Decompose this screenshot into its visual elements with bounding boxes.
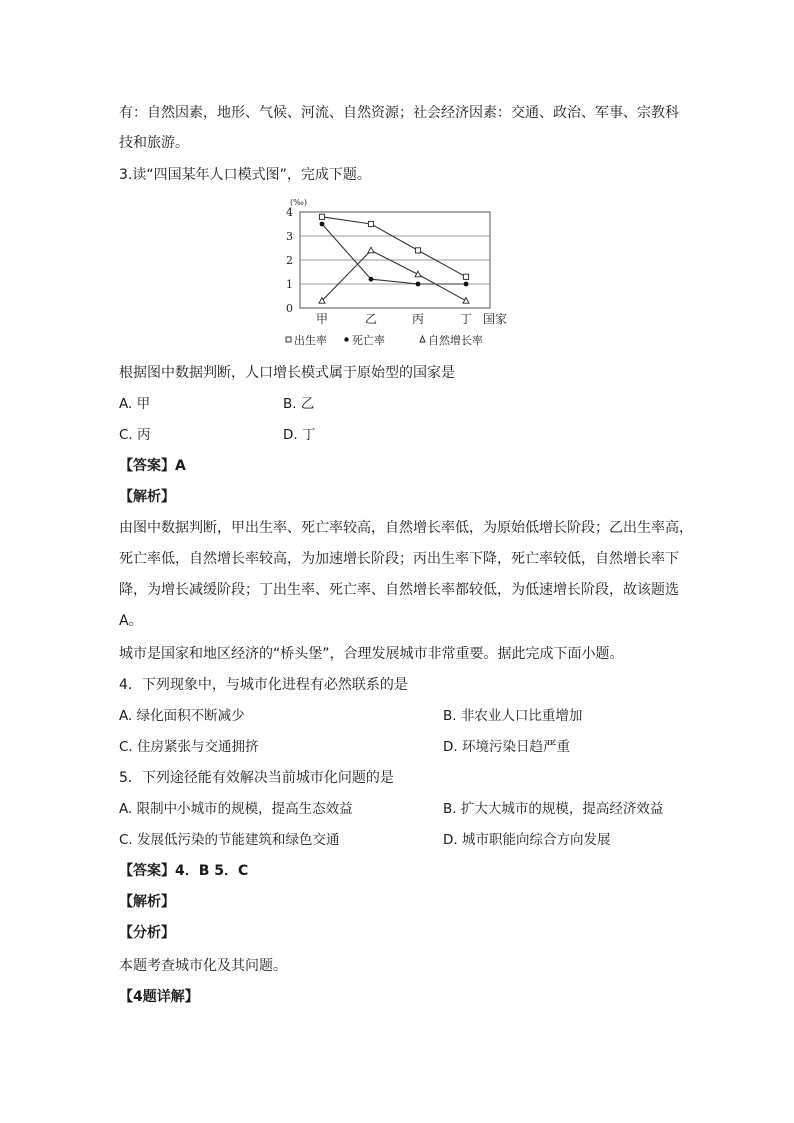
q3-explanation-line: A。 — [119, 613, 143, 629]
legend-marker — [420, 336, 425, 342]
q3-option-a: A. 甲 — [119, 396, 151, 412]
q45-analysis-heading: 【解析】 — [119, 894, 175, 910]
question-3-title: 3.读“四国某年人口模式图”，完成下题。 — [119, 167, 371, 183]
population-model-chart — [282, 196, 512, 356]
question-3-stem: 根据图中数据判断，人口增长模式属于原始型的国家是 — [119, 365, 455, 381]
q5-option-a: A. 限制中小城市的规模，提高生态效益 — [119, 801, 353, 817]
q3-answer: 【答案】A — [119, 458, 186, 474]
y-tick-label: 1 — [286, 278, 293, 291]
legend-marker — [344, 337, 348, 341]
q4-option-c: C. 住房紧张与交通拥挤 — [119, 739, 259, 755]
birth-rate-point — [463, 274, 468, 279]
y-axis-unit: (‰) — [290, 198, 307, 207]
q3-analysis-heading: 【解析】 — [119, 489, 175, 505]
q45-breakdown-heading: 【分析】 — [119, 925, 175, 941]
q45-answer: 【答案】4．B 5．C — [119, 863, 249, 879]
text-line: 技和旅游。 — [119, 135, 189, 151]
birth-rate-point — [319, 214, 324, 219]
q4-option-d: D. 环境污染日趋严重 — [443, 739, 570, 755]
series-line — [322, 250, 466, 300]
q3-option-b: B. 乙 — [283, 396, 315, 412]
death-rate-point — [369, 277, 374, 282]
q3-explanation-line: 由图中数据判断，甲出生率、死亡率较高，自然增长率低，为原始低增长阶段；乙出生率高， — [119, 520, 693, 536]
q3-option-d: D. 丁 — [283, 427, 316, 443]
x-tick-label: 丁 — [459, 312, 473, 326]
series-line — [322, 224, 466, 284]
death-rate-point — [464, 282, 469, 287]
q45-topic: 本题考查城市化及其问题。 — [119, 958, 287, 974]
legend-label: 死亡率 — [352, 334, 385, 347]
q3-option-c: C. 丙 — [119, 427, 151, 443]
q5-option-c: C. 发展低污染的节能建筑和绿色交通 — [119, 832, 340, 848]
series-line — [322, 217, 466, 277]
birth-rate-point — [368, 221, 373, 226]
y-tick-label: 0 — [286, 302, 293, 315]
x-tick-label: 乙 — [364, 312, 378, 326]
death-rate-point — [320, 222, 325, 227]
legend-marker — [286, 337, 291, 342]
q4-option-a: A. 绿化面积不断减少 — [119, 708, 245, 724]
q3-explanation-line: 降，为增长减缓阶段；丁出生率、死亡率、自然增长率都较低，为低速增长阶段，故该题选 — [119, 582, 679, 598]
q4-option-b: B. 非农业人口比重增加 — [443, 708, 583, 724]
legend-label: 自然增长率 — [428, 334, 483, 347]
natural-growth-point — [415, 271, 421, 277]
q5-option-d: D. 城市职能向综合方向发展 — [443, 832, 611, 848]
x-axis-label: 国家 — [482, 312, 508, 326]
text-line: 有：自然因素，地形、气候、河流、自然资源；社会经济因素：交通、政治、军事、宗教科 — [119, 105, 679, 121]
question-4-stem: 4．下列现象中，与城市化进程有必然联系的是 — [119, 677, 408, 693]
q5-option-b: B. 扩大大城市的规模，提高经济效益 — [443, 801, 664, 817]
x-tick-label: 丙 — [411, 312, 425, 326]
question-5-stem: 5．下列途径能有效解决当前城市化问题的是 — [119, 770, 394, 786]
natural-growth-point — [368, 247, 374, 253]
natural-growth-point — [463, 298, 469, 304]
y-tick-label: 4 — [286, 206, 293, 219]
birth-rate-point — [415, 248, 420, 253]
q45-intro: 城市是国家和地区经济的“桥头堡”，合理发展城市非常重要。据此完成下面小题。 — [119, 646, 624, 662]
q3-explanation-line: 死亡率低，自然增长率较高，为加速增长阶段；丙出生率下降，死亡率较低，自然增长率下 — [119, 551, 679, 567]
legend-label: 出生率 — [294, 334, 327, 347]
y-tick-label: 3 — [286, 230, 293, 243]
y-tick-label: 2 — [286, 254, 293, 267]
q4-detail-heading: 【4题详解】 — [119, 989, 199, 1005]
x-tick-label: 甲 — [315, 312, 329, 326]
death-rate-point — [416, 282, 421, 287]
